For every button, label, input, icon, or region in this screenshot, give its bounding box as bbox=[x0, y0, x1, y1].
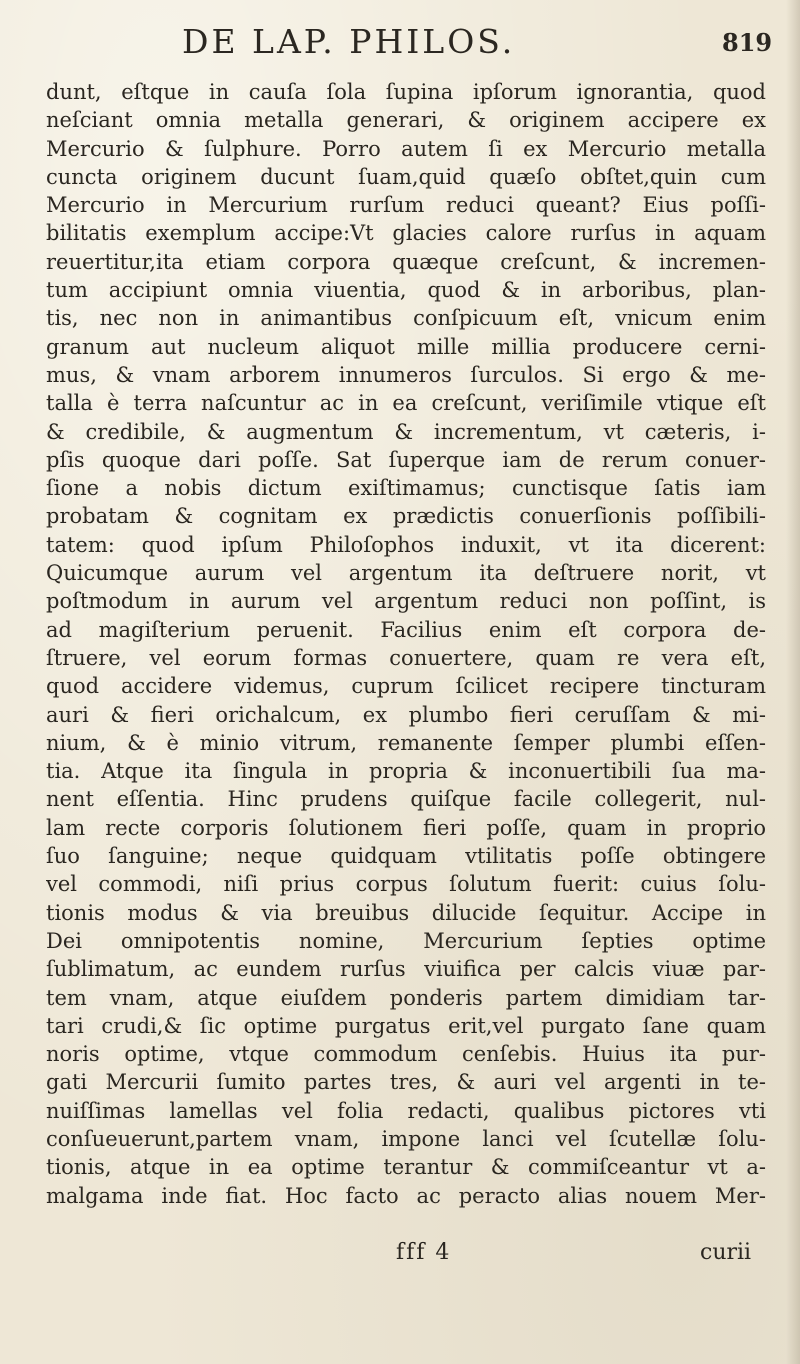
text-line: tem vnam, atque eiuſdem ponderis partem dimidiam tar- bbox=[46, 985, 766, 1010]
text-line: noris optime, vtque commodum cenſebis. Huius ita pur- bbox=[46, 1042, 766, 1067]
text-line: Mercurio in Mercurium rurſum reduci queant? Eius poſſi- bbox=[46, 193, 766, 218]
catchline bbox=[0, 1240, 800, 1270]
text-line: ad magiſterium peruenit. Facilius enim eſt corpora de- bbox=[46, 617, 766, 642]
page-edge-shadow bbox=[786, 0, 800, 1364]
text-line: poſtmodum in aurum vel argentum reduci non poſſint, is bbox=[46, 589, 766, 614]
text-line: neſciant omnia metalla generari, & originem accipere ex bbox=[46, 108, 766, 133]
text-line: reuertitur,ita etiam corpora quæque creſcunt, & incremen- bbox=[46, 249, 766, 274]
text-line: tionis, atque in ea optime terantur & commiſceantur vt a- bbox=[46, 1155, 766, 1180]
text-line: granum aut nucleum aliquot mille millia producere cerni- bbox=[46, 334, 766, 359]
text-line: tis, nec non in animantibus conſpicuum eſt, vnicum enim bbox=[46, 306, 766, 331]
text-line: tia. Atque ita ſingula in propria & inconuertibili ſua ma- bbox=[46, 759, 766, 784]
running-head bbox=[0, 22, 800, 66]
text-line: gati Mercurii ſumito partes tres, & auri vel argenti in te- bbox=[46, 1070, 766, 1095]
text-line: auri & fieri orichalcum, ex plumbo fieri ceruſſam & mi- bbox=[46, 702, 766, 727]
text-line: malgama inde fiat. Hoc facto ac peracto alias nouem Mer- bbox=[46, 1183, 766, 1208]
text-line: ſublimatum, ac eundem rurſus viuifica per calcis viuæ par- bbox=[46, 957, 766, 982]
text-line: tum accipiunt omnia viuentia, quod & in arboribus, plan- bbox=[46, 278, 766, 303]
text-line: Quicumque aurum vel argentum ita deſtruere norit, vt bbox=[46, 561, 766, 586]
text-line: probatam & cognitam ex prædictis conuerſionis poſſibili- bbox=[46, 504, 766, 529]
text-line: ſuo ſanguine; neque quidquam vtilitatis poſſe obtingere bbox=[46, 844, 766, 869]
text-line: tari crudi,& ſic optime purgatus erit,vel purgato ſane quam bbox=[46, 1013, 766, 1038]
text-line: nent eſſentia. Hinc prudens quiſque facile collegerit, nul- bbox=[46, 787, 766, 812]
text-line: lam recte corporis ſolutionem fieri poſſe, quam in proprio bbox=[46, 815, 766, 840]
text-line: tatem: quod ipſum Philoſophos induxit, vt ita dicerent: bbox=[46, 532, 766, 557]
text-line: & credibile, & augmentum & incrementum, vt cæteris, i- bbox=[46, 419, 766, 444]
text-line: conſueuerunt,partem vnam, impone lanci vel ſcutellæ ſolu- bbox=[46, 1126, 766, 1151]
text-line: pſis quoque dari poſſe. Sat ſuperque iam de rerum conuer- bbox=[46, 447, 766, 472]
body-text bbox=[46, 78, 766, 1210]
text-line: quod accidere videmus, cuprum ſcilicet recipere tincturam bbox=[46, 674, 766, 699]
text-line: tionis modus & via breuibus dilucide ſequitur. Accipe in bbox=[46, 900, 766, 925]
text-line: bilitatis exemplum accipe:Vt glacies calore rurſus in aquam bbox=[46, 221, 766, 246]
text-line: cuncta originem ducunt ſuam,quid quæſo obſtet,quin cum bbox=[46, 164, 766, 189]
running-head-title: DE LAP. PHILOS. bbox=[182, 22, 516, 61]
text-line: nium, & è minio vitrum, remanente ſemper plumbi eſſen- bbox=[46, 730, 766, 755]
signature-mark: fff 4 bbox=[396, 1240, 452, 1265]
text-line: mus, & vnam arborem innumeros ſurculos. Si ergo & me- bbox=[46, 362, 766, 387]
text-line: nuiſſimas lamellas vel folia redacti, qualibus pictores vti bbox=[46, 1098, 766, 1123]
text-line: vel commodi, niſi prius corpus ſolutum fuerit: cuius ſolu- bbox=[46, 872, 766, 897]
page-number: 819 bbox=[722, 28, 773, 57]
catchword: curii bbox=[700, 1240, 752, 1265]
text-line: Dei omnipotentis nomine, Mercurium ſepties optime bbox=[46, 928, 766, 953]
text-line: Mercurio & ſulphure. Porro autem ſi ex Mercurio metalla bbox=[46, 136, 766, 161]
text-line: dunt, eſtque in cauſa ſola ſupina ipſorum ignorantia, quod bbox=[46, 80, 766, 104]
text-line: talla è terra naſcuntur ac in ea creſcunt, veriſimile vtique eſt bbox=[46, 391, 766, 416]
text-line: ſione a nobis dictum exiſtimamus; cunctisque ſatis iam bbox=[46, 476, 766, 501]
text-line: ſtruere, vel eorum formas conuertere, quam re vera eſt, bbox=[46, 645, 766, 670]
